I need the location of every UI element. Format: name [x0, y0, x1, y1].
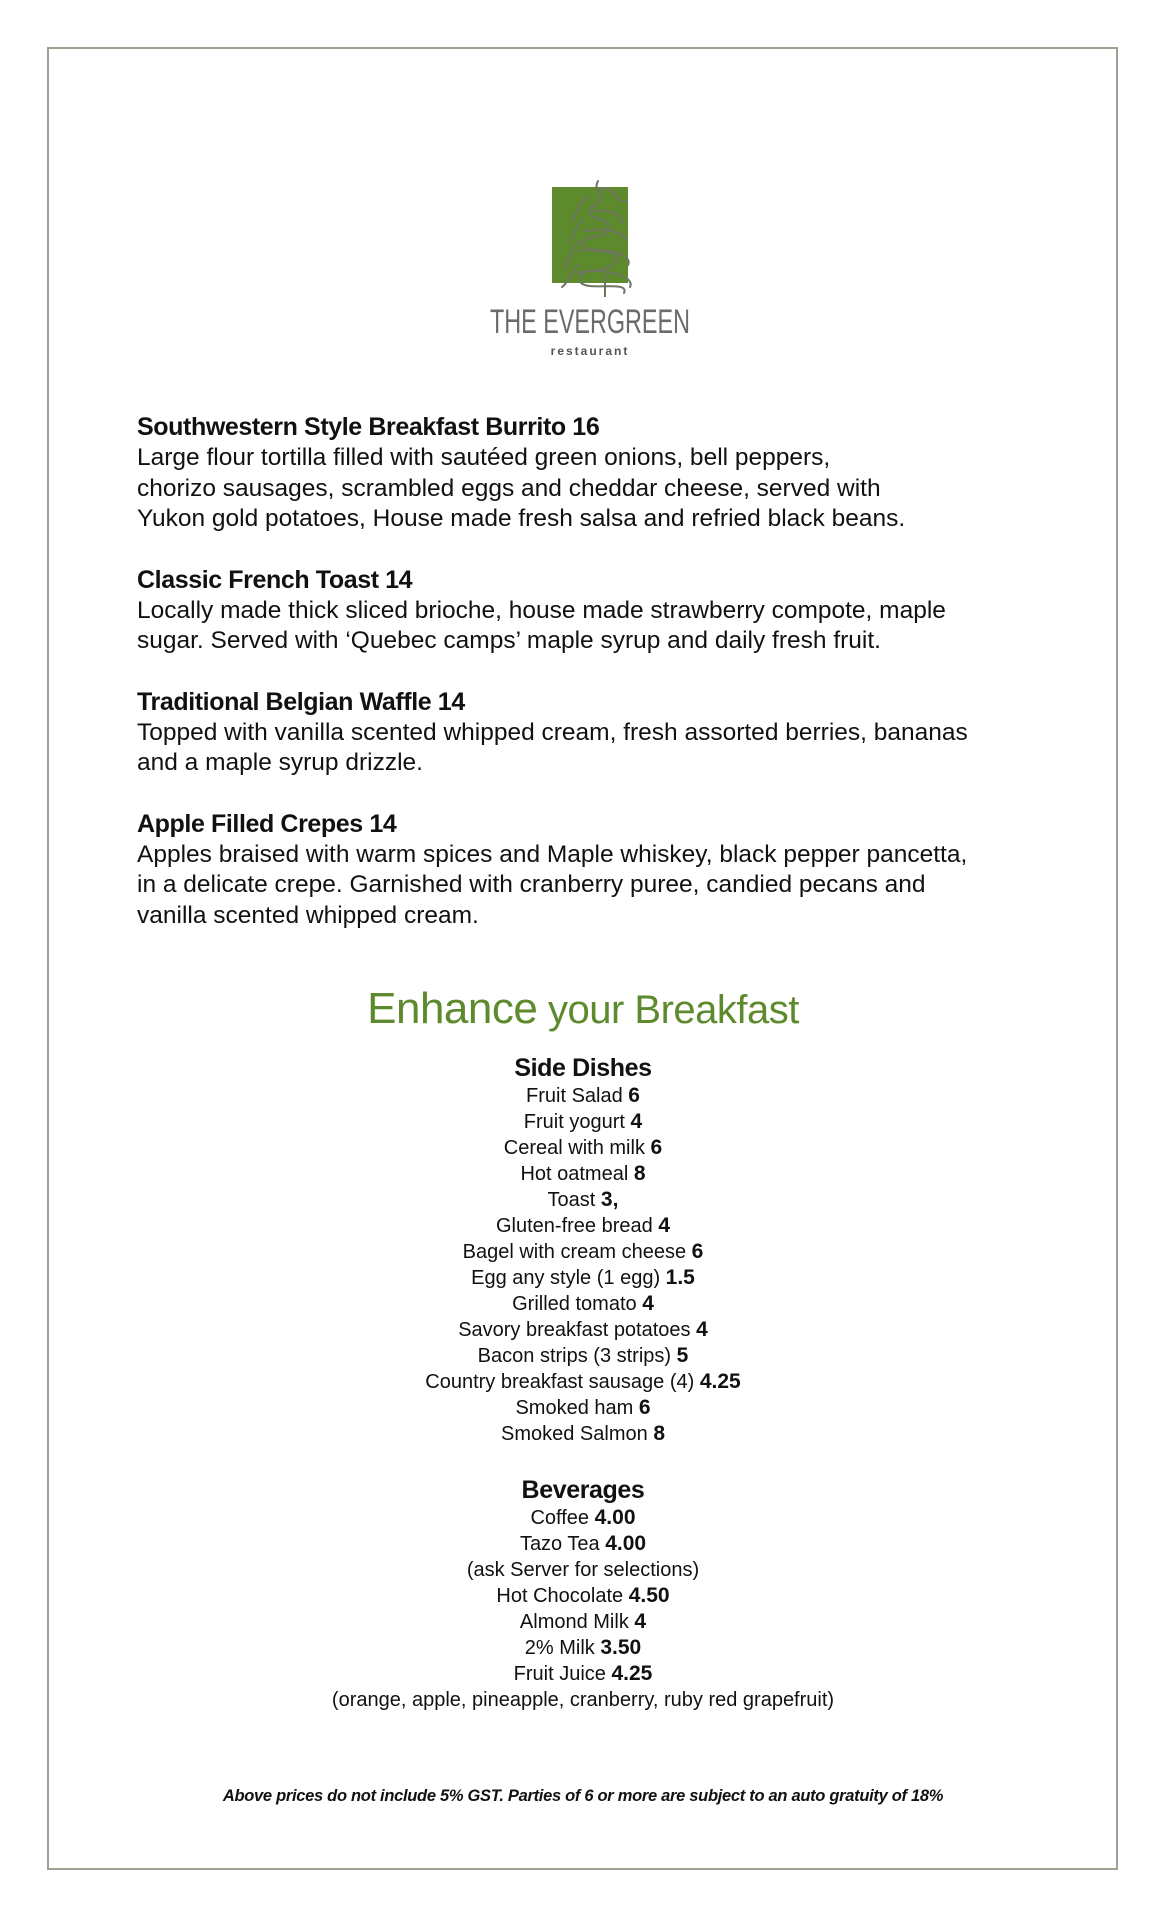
item-price: 6 [628, 1084, 640, 1107]
side-dish-item [0, 1291, 1166, 1317]
item-name: Hot oatmeal [520, 1163, 629, 1185]
item-name: Almond Milk [519, 1611, 629, 1633]
item-name: (orange, apple, pineapple, cranberry, ruby red grapefruit) [331, 1689, 835, 1711]
item-name: Grilled tomato [512, 1293, 637, 1315]
menu-item-line: and a maple syrup drizzle. [137, 749, 423, 776]
menu-item-line: Apples braised with warm spices and Maple whiskey, black pepper pancetta, [137, 840, 968, 868]
menu-item-line: Yukon gold potatoes, House made fresh salsa and refried black beans. [137, 505, 906, 532]
enhance-heading-first: Enhance [367, 984, 538, 1033]
side-dish-item [0, 1369, 1166, 1395]
svg-text:restaurant: restaurant [550, 344, 630, 358]
item-price: 4.00 [594, 1506, 636, 1529]
beverages-heading: Beverages [521, 1476, 645, 1504]
beverage-item [0, 1583, 1166, 1609]
menu-item-line: in a delicate crepe. Garnished with cranberry puree, candied pecans and [137, 871, 926, 898]
item-name: Fruit Salad [526, 1085, 623, 1107]
item-name: Country breakfast sausage (4) [425, 1371, 695, 1393]
menu-item [137, 687, 1037, 779]
menu-item [137, 565, 1037, 657]
enhance-heading-rest: your Breakfast [537, 988, 799, 1032]
side-dish-item [0, 1421, 1166, 1447]
beverage-item [0, 1557, 1166, 1583]
item-price: 4 [634, 1610, 647, 1633]
item-price: 6 [691, 1240, 704, 1263]
side-dish-item [0, 1317, 1166, 1343]
side-dish-item [0, 1213, 1166, 1239]
beverage-item [0, 1505, 1166, 1531]
item-price: 4 [696, 1318, 708, 1341]
item-price: 8 [633, 1162, 646, 1185]
side-dish-item [0, 1265, 1166, 1291]
item-name: Toast [547, 1189, 596, 1211]
menu-item-line: Locally made thick sliced brioche, house made strawberry compote, maple [137, 596, 946, 624]
item-name: 2% Milk [524, 1637, 595, 1659]
menu-item-line: Topped with vanilla scented whipped cream, fresh assorted berries, bananas [137, 718, 968, 746]
item-name: Smoked Salmon [501, 1423, 648, 1445]
item-name: Savory breakfast potatoes [458, 1319, 691, 1341]
menu-item [137, 809, 1037, 932]
item-name: Fruit yogurt [523, 1111, 625, 1133]
item-price: 4.25 [611, 1662, 653, 1685]
menu-item-title: Southwestern Style Breakfast Burrito 16 [137, 413, 600, 441]
side-dish-item [0, 1343, 1166, 1369]
menu-item-line: vanilla scented whipped cream. [137, 901, 479, 929]
item-price: 3.50 [600, 1636, 642, 1659]
side-dishes-section [0, 1053, 1166, 1447]
beverage-item [0, 1531, 1166, 1557]
item-price: 6 [638, 1396, 651, 1419]
item-name: Smoked ham [515, 1397, 634, 1419]
item-name: Fruit Juice [513, 1663, 606, 1685]
menu-item-title: Classic French Toast 14 [137, 565, 413, 594]
enhance-heading [0, 985, 1166, 1034]
svg-text:THE EVERGREEN: THE EVERGREEN [490, 303, 690, 341]
menu-item-title: Apple Filled Crepes 14 [137, 809, 397, 838]
item-name: Egg any style (1 egg) [471, 1267, 661, 1289]
item-price: 5 [676, 1344, 689, 1367]
side-dish-item [0, 1395, 1166, 1421]
beverage-item [0, 1609, 1166, 1635]
footer-note: Above prices do not include 5% GST. Parties of 6 or more are subject to an auto gratuity of 18% [222, 1787, 944, 1805]
side-dish-item [0, 1239, 1166, 1265]
item-name: Coffee [530, 1507, 590, 1529]
menu-item-line: sugar. Served with ‘Quebec camps’ maple syrup and daily fresh fruit. [137, 627, 881, 654]
beverage-item [0, 1687, 1166, 1713]
beverage-item [0, 1661, 1166, 1687]
menu-items [137, 412, 1037, 961]
item-price: 4 [630, 1110, 643, 1133]
item-price: 3, [600, 1188, 619, 1211]
item-price: 4.00 [605, 1532, 647, 1555]
menu-item [137, 412, 1037, 535]
item-name: Hot Chocolate [496, 1585, 624, 1607]
item-name: Cereal with milk [503, 1137, 645, 1159]
side-dish-item [0, 1187, 1166, 1213]
menu-item-line: Large flour tortilla filled with sautéed green onions, bell peppers, [137, 444, 831, 471]
beverage-item [0, 1635, 1166, 1661]
menu-item-title: Traditional Belgian Waffle 14 [137, 687, 465, 716]
item-price: 6 [650, 1136, 663, 1159]
side-dishes-heading: Side Dishes [514, 1054, 652, 1082]
logo-wordmark [490, 303, 690, 358]
side-dish-item [0, 1135, 1166, 1161]
item-price: 4.50 [628, 1584, 670, 1607]
menu-item-line: chorizo sausages, scrambled eggs and cheddar cheese, served with [137, 474, 881, 502]
item-price: 4.25 [699, 1370, 741, 1393]
side-dish-item [0, 1083, 1166, 1109]
side-dish-item [0, 1161, 1166, 1187]
item-name: Bagel with cream cheese [462, 1241, 687, 1263]
item-name: Tazo Tea [519, 1533, 600, 1555]
item-price: 1.5 [665, 1266, 695, 1289]
beverages-section [0, 1475, 1166, 1713]
item-price: 8 [653, 1422, 665, 1445]
item-name: Gluten-free bread [495, 1215, 653, 1237]
item-price: 4 [642, 1292, 654, 1315]
side-dish-item [0, 1109, 1166, 1135]
item-price: 4 [658, 1214, 670, 1237]
item-name: (ask Server for selections) [466, 1559, 700, 1581]
evergreen-logo [480, 175, 700, 370]
item-name: Bacon strips (3 strips) [477, 1345, 672, 1367]
